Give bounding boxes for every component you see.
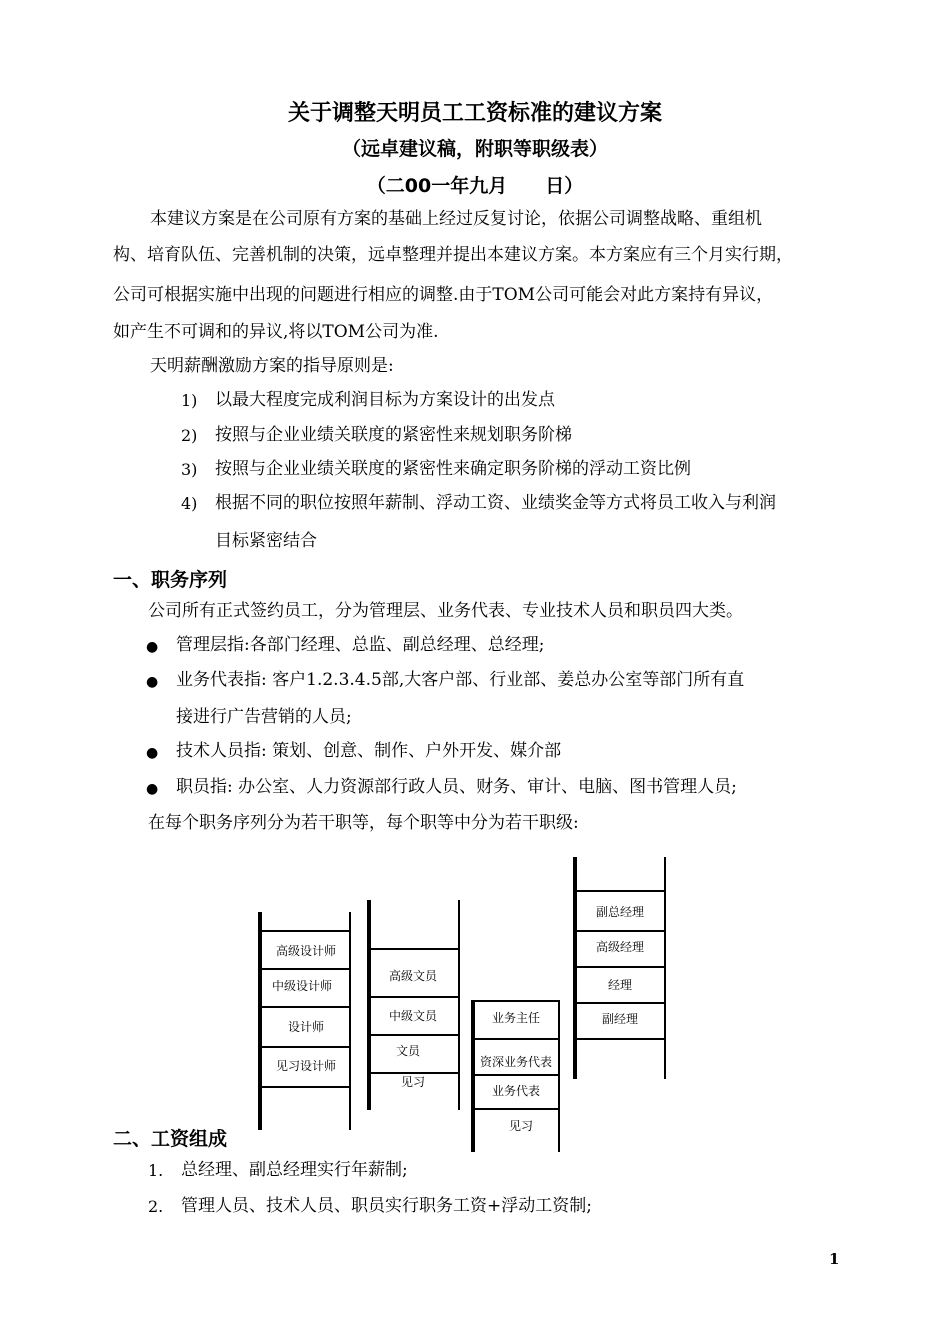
ladder-rank-label: 高级文员 xyxy=(388,969,437,983)
list-text: 总经理、副总经理实行年薪制; xyxy=(181,1160,408,1180)
document-subtitle: （远卓建议稿，附职等职级表） xyxy=(341,138,608,160)
bullet-text: 管理层指:各部门经理、总监、副总经理、总经理; xyxy=(176,635,545,655)
bullet-text: 业务代表指: 客户1.2.3.4.5部,大客户部、行业部、姜总办公室等部门所有直 xyxy=(176,670,745,690)
intro-line-1: 本建议方案是在公司原有方案的基础上经过反复讨论，依据公司调整战略、重组机 xyxy=(150,209,762,229)
ladder-rank-label: 高级设计师 xyxy=(275,944,336,958)
principle-text: 按照与企业业绩关联度的紧密性来确定职务阶梯的浮动工资比例 xyxy=(215,459,691,479)
ladder-rank-label: 高级经理 xyxy=(595,940,644,954)
intro-line-3: 公司可根据实施中出现的问题进行相应的调整.由于TOM公司可能会对此方案持有异议， xyxy=(113,285,774,305)
bullet-text-continued: 接进行广告营销的人员; xyxy=(176,707,352,727)
section-intro: 公司所有正式签约员工，分为管理层、业务代表、专业技术人员和职员四大类。 xyxy=(148,601,743,621)
page-number: 1 xyxy=(829,1250,840,1268)
principle-text: 按照与企业业绩关联度的紧密性来规划职务阶梯 xyxy=(215,425,572,445)
section-note: 在每个职务序列分为若干职等，每个职等中分为若干职级: xyxy=(148,813,579,833)
ladder-rank-label: 见习设计师 xyxy=(275,1059,336,1073)
section-heading: 二、工资组成 xyxy=(113,1128,228,1150)
principle-num: 3) xyxy=(181,460,198,479)
intro-line-4: 如产生不可调和的异议,将以TOM公司为准. xyxy=(113,322,439,342)
bullet-icon: ● xyxy=(146,639,159,655)
principle-num: 4) xyxy=(181,494,198,513)
ladder-rank-label: 中级文员 xyxy=(388,1009,437,1023)
section-heading: 一、职务序列 xyxy=(113,569,228,591)
ladder-rank-label: 见习 xyxy=(508,1119,533,1133)
principle-num: 2) xyxy=(181,426,198,445)
ladder-rank-label: 经理 xyxy=(607,978,632,992)
bullet-icon: ● xyxy=(146,745,159,761)
bullet-icon: ● xyxy=(146,674,159,690)
document-date: （二00一年九月 日） xyxy=(366,175,584,197)
intro-line-2: 构、培育队伍、完善机制的决策，远卓整理并提出本建议方案。本方案应有三个月实行期， xyxy=(113,245,793,265)
principle-intro: 天明薪酬激励方案的指导原则是: xyxy=(150,356,394,376)
bullet-text: 职员指: 办公室、人力资源部行政人员、财务、审计、电脑、图书管理人员; xyxy=(176,777,737,797)
list-text: 管理人员、技术人员、职员实行职务工资+浮动工资制; xyxy=(181,1196,592,1216)
principle-text: 以最大程度完成利润目标为方案设计的出发点 xyxy=(215,390,555,410)
ladder-rank-label: 设计师 xyxy=(287,1020,324,1034)
principle-text: 根据不同的职位按照年薪制、浮动工资、业绩奖金等方式将员工收入与利润 xyxy=(215,493,776,513)
ladder-rank-label: 见习 xyxy=(400,1075,425,1089)
ladder-rank-label: 文员 xyxy=(395,1044,420,1058)
list-num: 1. xyxy=(148,1161,164,1180)
document-title: 关于调整天明员工工资标准的建议方案 xyxy=(287,101,662,126)
principle-text-continued: 目标紧密结合 xyxy=(215,531,317,551)
list-num: 2. xyxy=(148,1197,164,1216)
ladder-rank-label: 业务代表 xyxy=(491,1084,540,1098)
ladder-rank-label: 业务主任 xyxy=(491,1011,540,1025)
principle-num: 1) xyxy=(181,391,198,410)
ladder-rank-label: 副经理 xyxy=(601,1012,638,1026)
ladder-rank-label: 副总经理 xyxy=(595,905,644,919)
ladder-rank-label: 中级设计师 xyxy=(271,979,332,993)
ladder-rank-label: 资深业务代表 xyxy=(479,1055,552,1069)
bullet-icon: ● xyxy=(146,781,159,797)
bullet-text: 技术人员指: 策划、创意、制作、户外开发、媒介部 xyxy=(176,741,562,761)
